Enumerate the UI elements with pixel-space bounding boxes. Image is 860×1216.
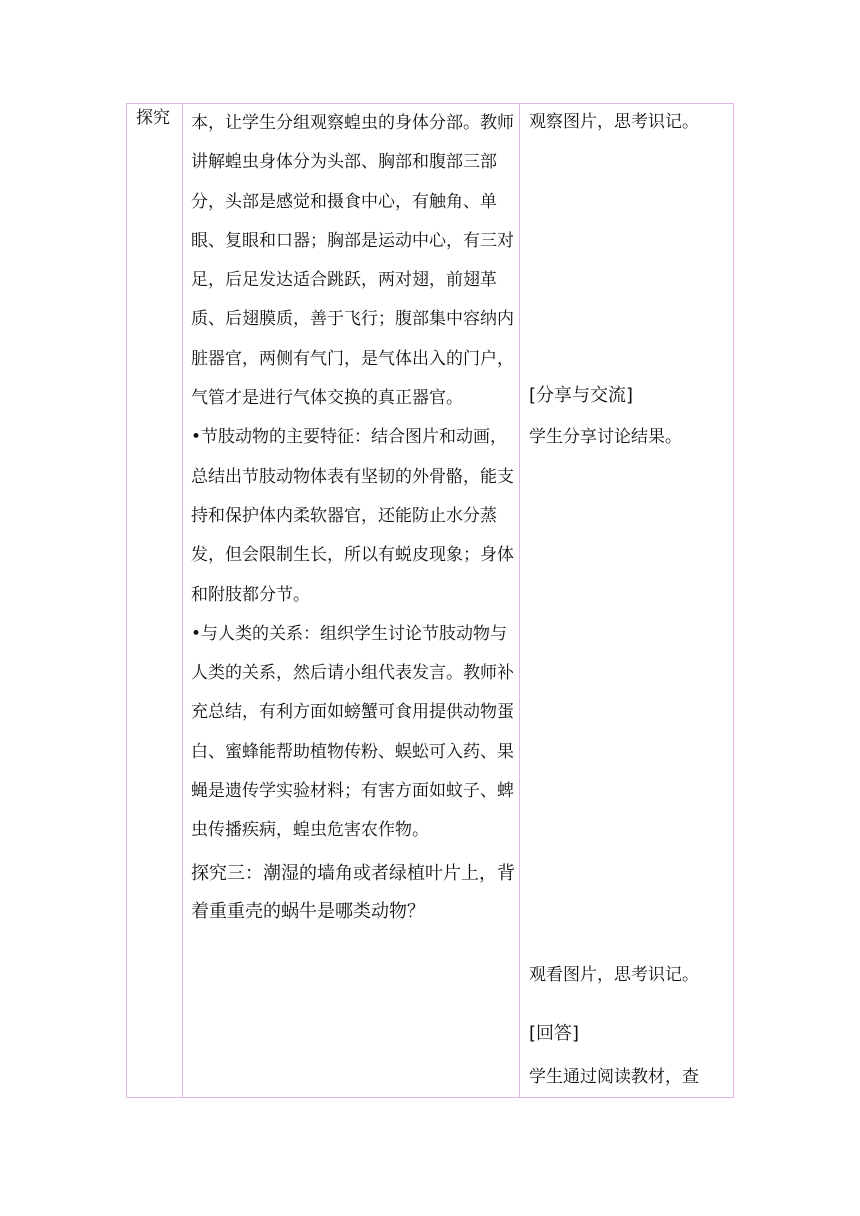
student-note-1: 观察图片，思考识记。	[529, 112, 699, 132]
section-label-cell	[136, 105, 182, 131]
answer-heading: [回答]	[529, 1023, 580, 1044]
student-note-3: 观看图片，思考识记。	[529, 965, 699, 985]
paragraph-locust-structure: 本，让学生分组观察蝗虫的身体分部。教师讲解蝗虫身体分为头部、胸部和腹部三部分，头部是感觉和摄食中心，有触角、单眼、复眼和口器；胸部是运动中心，有三对足，后足发达适合跳跃，两对翅，前翅革质、后翅膜质，善于飞行；腹部集中容纳内脏器官，两侧有气门，是气体出入的门户，气管才是进行气体交换的真正器官。	[191, 113, 514, 409]
paragraph-arthropod-features: •节肢动物的主要特征：结合图片和动画，总结出节肢动物体表有坚韧的外骨骼，能支持和保护体内柔软器官，还能防止水分蒸发，但会限制生长，所以有蜕皮现象；身体和附肢都分节。	[191, 427, 514, 605]
paragraph-human-relation: •与人类的关系：组织学生讨论节肢动物与人类的关系，然后请小组代表发言。教师补充总结，有利方面如螃蟹可食用提供动物蛋白、蜜蜂能帮助植物传粉、蜈蚣可入药、果蝇是遗传学实验材料；有害方面如蚊子、蜱虫传播疾病，蝗虫危害农作物。	[191, 623, 514, 841]
student-note-4: 学生通过阅读教材，查	[529, 1067, 699, 1087]
student-note-2: 学生分享讨论结果。	[529, 427, 682, 447]
lesson-table	[126, 103, 734, 1098]
section-label: 探究	[136, 108, 170, 128]
student-activity-cell	[529, 104, 734, 1097]
share-heading: [分享与交流]	[529, 385, 634, 406]
heading-inquiry-three: 探究三：潮湿的墙角或者绿植叶片上，背着重重壳的蜗牛是哪类动物？	[191, 862, 515, 922]
column-divider	[182, 104, 183, 1097]
teacher-activity-cell	[191, 104, 521, 931]
